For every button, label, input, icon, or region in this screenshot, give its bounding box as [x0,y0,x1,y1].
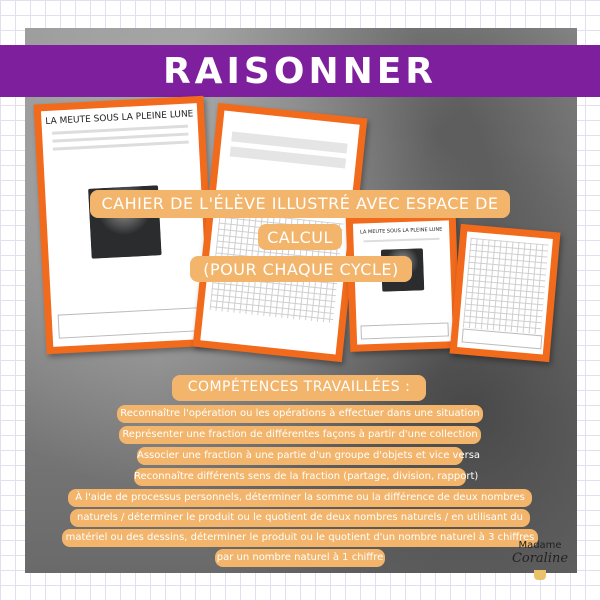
title-banner [0,45,600,97]
worksheet-preview-4 [450,224,561,362]
coffee-cup-icon [534,570,546,580]
headline-line-1: CAHIER DE L'ÉLÈVE ILLUSTRÉ AVEC ESPACE DE [101,194,499,213]
worksheet-3-title: LA MEUTE SOUS LA PLEINE LUNE [359,226,443,236]
calculation-grid [463,238,549,334]
madame-coraline-logo [510,540,570,596]
answer-box [360,322,448,339]
worksheet-preview-1 [34,96,217,355]
skill-item-3: Associer une fraction à une partie d'un groupe d'objets et vice versa [137,450,481,461]
worksheet-1-title: LA MEUTE SOUS LA PLEINE LUNE [45,109,194,128]
skill-item-2: Représenter une fraction de différentes façons à partir d'une collection [122,429,478,440]
banner-title: RAISONNER [162,50,438,92]
skill-item-8: par un nombre naturel à 1 chiffre [216,552,384,563]
headline-line-2: CALCUL [267,228,333,247]
worksheet-preview-3 [346,213,461,352]
text-line [364,238,440,243]
headline-line-3: (POUR CHAQUE CYCLE) [203,260,399,279]
skill-item-1: Reconnaître l'opération ou les opérations à effectuer dans une situation [120,408,480,419]
answer-box [58,307,201,338]
logo-line-1: Madame [518,540,562,551]
skill-item-5: À l'aide de processus personnels, déterminer la somme ou la différence de deux nombres [75,492,525,503]
skill-item-7: matériel ou des dessins, déterminer le produit ou le quotient d'un nombre naturel à 3 chiffres [65,532,535,543]
logo-line-2: Coraline [511,551,569,566]
skill-item-6: naturels / déterminer le produit ou le quotient de deux nombres naturels / en utilisant du [77,512,523,523]
skill-item-4: Reconnaître différents sens de la fraction (partage, division, rapport) [134,471,479,482]
competences-title: COMPÉTENCES TRAVAILLÉES : [187,379,411,395]
text-line [53,141,189,151]
